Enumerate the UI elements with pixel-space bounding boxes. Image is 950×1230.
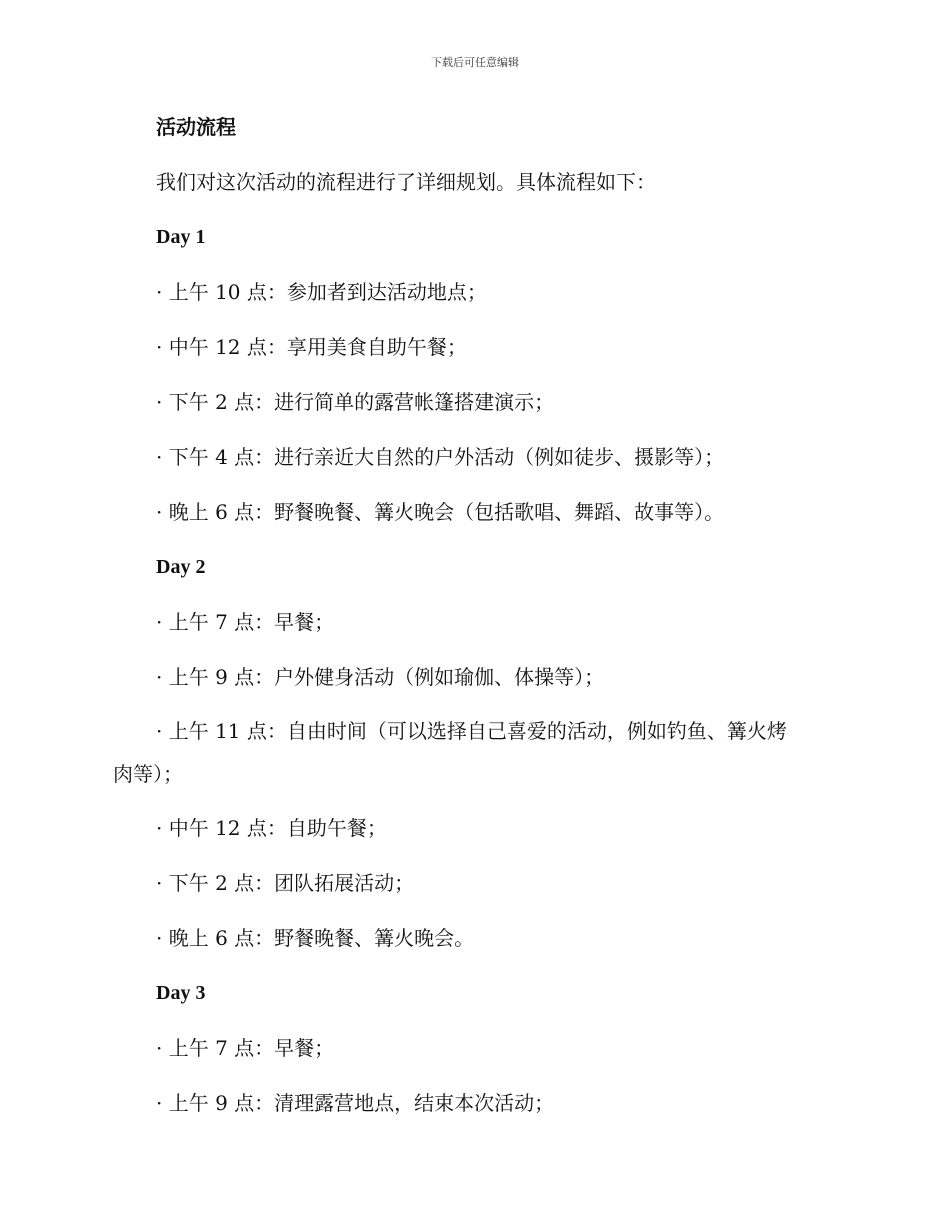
list-item: · 上午 10 点：参加者到达活动地点； (156, 280, 487, 304)
list-item: · 上午 9 点：清理露营地点，结束本次活动； (156, 1091, 555, 1115)
day-2-label: Day 2 (156, 556, 206, 578)
list-item: · 下午 2 点：进行简单的露营帐篷搭建演示； (156, 390, 555, 414)
list-item: · 中午 12 点：自助午餐； (156, 816, 387, 840)
page-header: 下载后可任意编辑 (431, 56, 519, 69)
list-item: · 上午 7 点：早餐； (156, 610, 335, 634)
intro-paragraph: 我们对这次活动的流程进行了详细规划。具体流程如下： (156, 170, 656, 194)
list-item: · 下午 2 点：团队拓展活动； (156, 871, 415, 895)
list-item: · 中午 12 点：享用美食自助午餐； (156, 335, 467, 359)
section-title: 活动流程 (156, 115, 236, 139)
list-item: · 上午 7 点：早餐； (156, 1036, 335, 1060)
list-item: · 晚上 6 点：野餐晚餐、篝火晚会。 (156, 926, 475, 950)
list-item-continuation: 肉等）； (113, 762, 183, 786)
list-item: · 下午 4 点：进行亲近大自然的户外活动（例如徒步、摄影等）； (156, 445, 725, 469)
list-item: · 晚上 6 点：野餐晚餐、篝火晚会（包括歌唱、舞蹈、故事等）。 (156, 500, 725, 524)
list-item: · 上午 11 点：自由时间（可以选择自己喜爱的活动，例如钓鱼、篝火烤 (156, 719, 787, 743)
day-1-label: Day 1 (156, 226, 206, 248)
list-item: · 上午 9 点：户外健身活动（例如瑜伽、体操等）； (156, 665, 605, 689)
day-3-label: Day 3 (156, 982, 206, 1004)
